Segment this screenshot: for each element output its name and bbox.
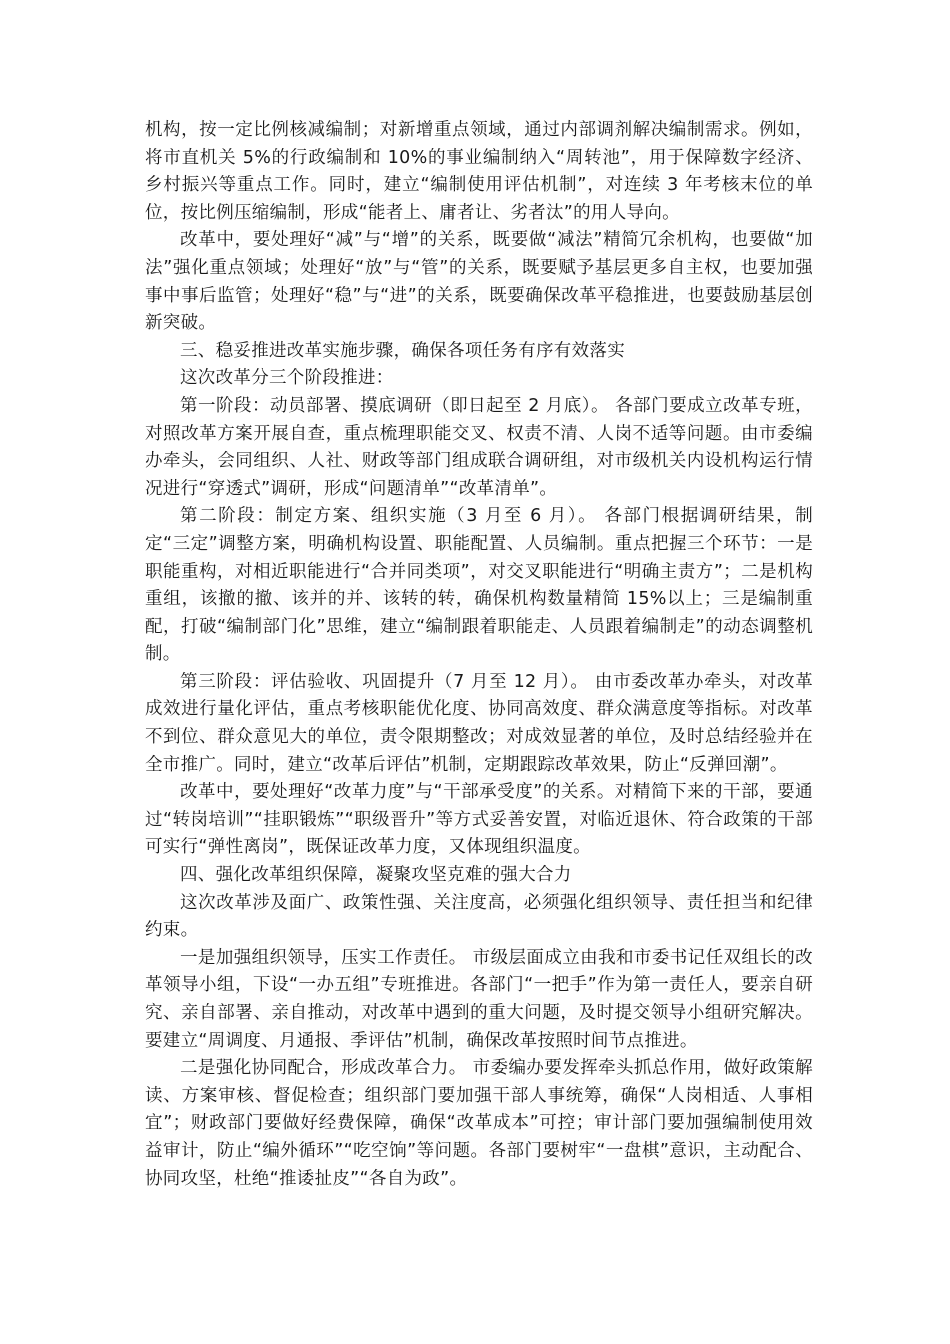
paragraph-phase-3: 第三阶段：评估验收、巩固提升（7 月至 12 月）。 由市委改革办牵头，对改革成效进行量化评估，重点考核职能优化度、协同高效度、群众满意度等指标。对改革不到位、群众意见大的单位，责令限期整改；对成效显著的单位，及时总结经验并在全市推广。同时，建立“改革后评估”机制，定期跟踪改革效果，防止“反弹回潮”。	[145, 671, 813, 775]
section-heading-4: 四、强化改革组织保障，凝聚攻坚克难的强大合力	[180, 865, 572, 886]
paragraph-phases-intro: 这次改革分三个阶段推进：	[180, 368, 394, 389]
paragraph-guarantee-intro: 这次改革涉及面广、政策性强、关注度高，必须强化组织领导、责任担当和纪律约束。	[145, 892, 813, 941]
paragraph-continuation: 机构，按一定比例核减编制；对新增重点领域，通过内部调剂解决编制需求。例如，将市直机关 5%的行政编制和 10%的事业编制纳入“周转池”，用于保障数字经济、乡村振兴等重点工作。同时，建立“编制使用评估机制”，对连续 3 年考核末位的单位，按比例压缩编制，形成“能者上、庸者让、劣者汰”的用人导向。	[145, 120, 813, 223]
paragraph-phase-2: 第二阶段：制定方案、组织实施（3 月至 6 月）。 各部门根据调研结果，制定“三定”调整方案，明确机构设置、职能配置、人员编制。重点把握三个环节：一是职能重构，对相近职能进行“合并同类项”，对交叉职能进行“明确主责方”；二是机构重组，该撤的撤、该并的并、该转的转，确保机构数量精简 15%以上；三是编制重配，打破“编制部门化”思维，建立“编制跟着职能走、人员跟着编制走”的动态调整机制。	[145, 506, 813, 665]
paragraph-cadre-relations: 改革中，要处理好“改革力度”与“干部承受度”的关系。对精简下来的干部，要通过“转岗培训”“挂职锻炼”“职级晋升”等方式妥善安置，对临近退休、符合政策的干部可实行“弹性离岗”，既保证改革力度，又体现组织温度。	[145, 782, 813, 858]
document-body	[145, 117, 813, 1193]
paragraph-coordination: 二是强化协同配合，形成改革合力。 市委编办要发挥牵头抓总作用，做好政策解读、方案审核、督促检查；组织部门要加强干部人事统筹，确保“人岗相适、人事相宜”；财政部门要做好经费保障，确保“改革成本”可控；审计部门要加强编制使用效益审计，防止“编外循环”“吃空饷”等问题。各部门要树牢“一盘棋”意识，主动配合、协同攻坚，杜绝“推诿扯皮”“各自为政”。	[145, 1058, 813, 1189]
paragraph-phase-1: 第一阶段：动员部署、摸底调研（即日起至 2 月底）。 各部门要成立改革专班，对照改革方案开展自查，重点梳理职能交叉、权责不清、人岗不适等问题。由市委编办牵头，会同组织、人社、财政等部门组成联合调研组，对市级机关内设机构运行情况进行“穿透式”调研，形成“问题清单”“改革清单”。	[145, 395, 813, 499]
paragraph-relations: 改革中，要处理好“减”与“增”的关系，既要做“减法”精简冗余机构，也要做“加法”强化重点领域；处理好“放”与“管”的关系，既要赋予基层更多自主权，也要加强事中事后监管；处理好“稳”与“进”的关系，既要确保改革平稳推进，也要鼓励基层创新突破。	[145, 230, 813, 334]
paragraph-leadership: 一是加强组织领导，压实工作责任。 市级层面成立由我和市委书记任双组长的改革领导小组，下设“一办五组”专班推进。各部门“一把手”作为第一责任人，要亲自研究、亲自部署、亲自推动，对改革中遇到的重大问题，及时提交领导小组研究解决。要建立“周调度、月通报、季评估”机制，确保改革按照时间节点推进。	[145, 947, 813, 1051]
section-heading-3: 三、稳妥推进改革实施步骤，确保各项任务有序有效落实	[180, 340, 625, 361]
